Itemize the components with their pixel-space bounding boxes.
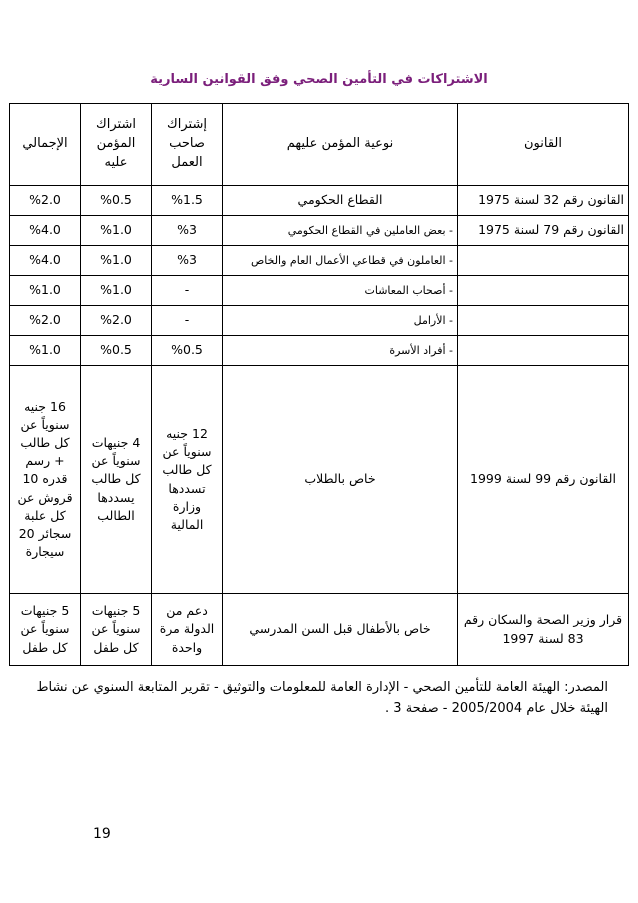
cell-law: قرار وزير الصحة والسكان رقم 83 لسنة 1997 <box>458 594 629 666</box>
cell-insured: %0.5 <box>81 186 152 216</box>
table-row <box>10 594 629 666</box>
cell-total: 16 جنيه سنوياً عن كل طالب + رسم قدره 10 قروش عن كل علبة سجائر 20 سيجارة <box>10 366 81 594</box>
cell-law <box>458 336 629 366</box>
cell-insured: %1.0 <box>81 246 152 276</box>
page-title: الاشتراكات في التأمين الصحي وفق القوانين السارية <box>150 72 488 87</box>
table-row <box>10 366 629 594</box>
cell-insured: %1.0 <box>81 216 152 246</box>
header-law: القانون <box>458 104 629 186</box>
cell-type: خاص بالأطفال قبل السن المدرسي <box>223 594 458 666</box>
cell-employer: %3 <box>152 246 223 276</box>
cell-total: %4.0 <box>10 216 81 246</box>
cell-type: - العاملون في قطاعي الأعمال العام والخاص <box>223 246 458 276</box>
cell-total: %2.0 <box>10 186 81 216</box>
table-row <box>10 186 629 216</box>
cell-employer: - <box>152 276 223 306</box>
cell-total: %4.0 <box>10 246 81 276</box>
cell-total: 5 جنيهات سنوياً عن كل طفل <box>10 594 81 666</box>
cell-employer: 12 جنيه سنوياً عن كل طالب تسددها وزارة المالية <box>152 366 223 594</box>
cell-law: القانون رقم 99 لسنة 1999 <box>458 366 629 594</box>
cell-employer: %0.5 <box>152 336 223 366</box>
cell-type: القطاع الحكومي <box>223 186 458 216</box>
header-total: الإجمالي <box>10 104 81 186</box>
cell-insured: %2.0 <box>81 306 152 336</box>
cell-total: %1.0 <box>10 336 81 366</box>
cell-total: %1.0 <box>10 276 81 306</box>
cell-law <box>458 306 629 336</box>
cell-law <box>458 276 629 306</box>
table-row <box>10 246 629 276</box>
cell-law: القانون رقم 32 لسنة 1975 <box>458 186 629 216</box>
cell-total: %2.0 <box>10 306 81 336</box>
subscriptions-table <box>9 103 629 666</box>
page-number: 19 <box>93 826 111 842</box>
table-header-row <box>10 104 629 186</box>
cell-employer: %3 <box>152 216 223 246</box>
cell-employer: دعم من الدولة مرة واحدة <box>152 594 223 666</box>
cell-employer: - <box>152 306 223 336</box>
cell-type: - أفراد الأسرة <box>223 336 458 366</box>
cell-type: خاص بالطلاب <box>223 366 458 594</box>
table-row <box>10 276 629 306</box>
cell-insured: 4 جنيهات سنوياً عن كل طالب يسددها الطالب <box>81 366 152 594</box>
cell-insured: %1.0 <box>81 276 152 306</box>
cell-type: - أصحاب المعاشات <box>223 276 458 306</box>
table-row <box>10 336 629 366</box>
header-insured: اشتراك المؤمن عليه <box>81 104 152 186</box>
table-row <box>10 306 629 336</box>
table-row <box>10 216 629 246</box>
cell-type: - بعض العاملين في القطاع الحكومي <box>223 216 458 246</box>
cell-law <box>458 246 629 276</box>
cell-insured: %0.5 <box>81 336 152 366</box>
cell-insured: 5 جنيهات سنوياً عن كل طفل <box>81 594 152 666</box>
header-employer: إشتراك صاحب العمل <box>152 104 223 186</box>
source-note: المصدر: الهيئة العامة للتأمين الصحي - الإدارة العامة للمعلومات والتوثيق - تقرير المتابعة السنوي عن نشاط الهيئة خلال عام 2005/2004 - صفحة 3 . <box>36 680 608 716</box>
cell-law: القانون رقم 79 لسنة 1975 <box>458 216 629 246</box>
cell-type: - الأرامل <box>223 306 458 336</box>
cell-employer: %1.5 <box>152 186 223 216</box>
header-insured-type: نوعية المؤمن عليهم <box>223 104 458 186</box>
